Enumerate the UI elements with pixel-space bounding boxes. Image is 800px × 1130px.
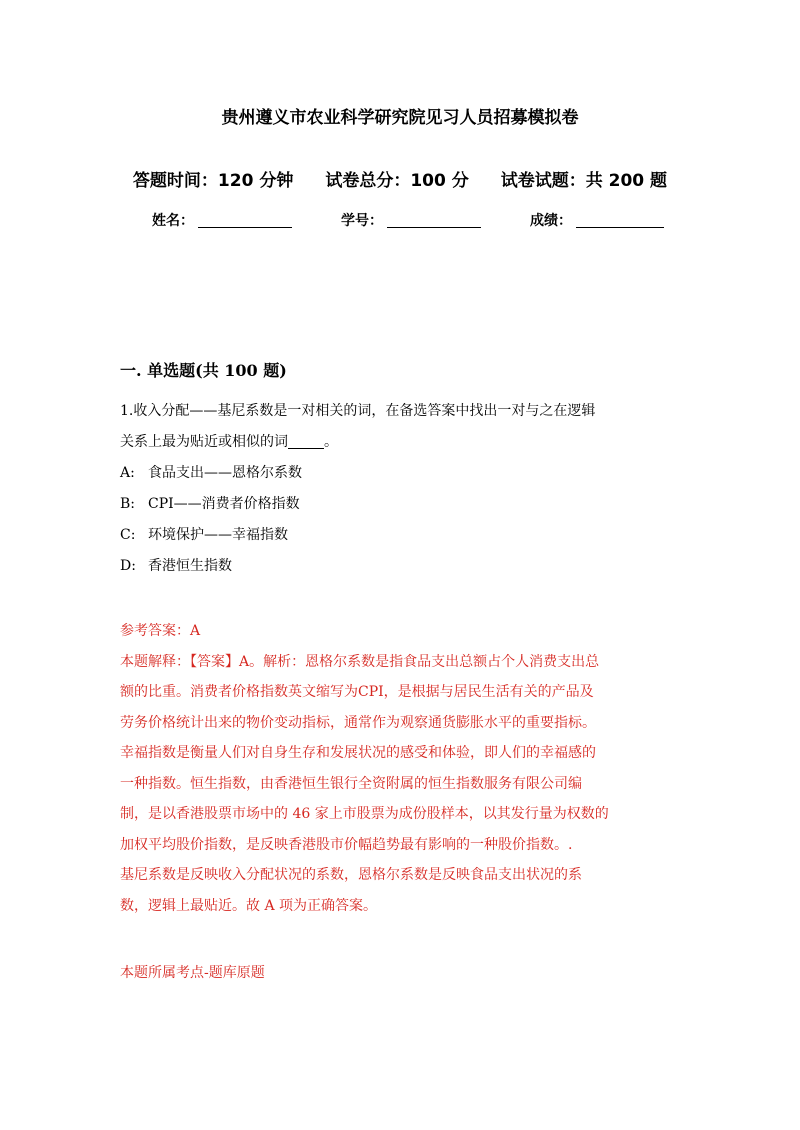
- answer-block: [120, 616, 685, 921]
- option-text: 食品支出——恩格尔系数: [148, 465, 302, 481]
- exam-total-score: 试卷总分：100 分: [325, 171, 469, 191]
- question-stem-text: 关系上最为贴近或相似的词: [120, 434, 288, 450]
- option-b[interactable]: [120, 489, 680, 520]
- explanation-line: 加权平均股价指数，是反映香港股市价幅趋势最有影响的一种股价指数。.: [120, 836, 573, 853]
- question-topic: 本题所属考点-题库原题: [120, 965, 265, 981]
- question-1: [120, 396, 680, 582]
- question-stem-end: 。: [324, 434, 338, 450]
- option-text: CPI——消费者价格指数: [148, 496, 300, 512]
- explanation-line: 基尼系数是反映收入分配状况的系数，恩格尔系数是反映食品支出状况的系: [120, 867, 582, 883]
- score-blank[interactable]: [576, 213, 664, 228]
- name-blank[interactable]: [198, 213, 292, 228]
- explanation-line: 制，是以香港股票市场中的 46 家上市股票为成份股样本，以其发行量为权数的: [120, 806, 609, 822]
- document-title: 贵州遵义市农业科学研究院见习人员招募模拟卷: [221, 108, 579, 128]
- student-id-field: [341, 210, 481, 230]
- option-letter: C:: [120, 527, 136, 543]
- exam-info: [0, 166, 800, 191]
- explanation-line: 本题解释：【答案】A。解析：恩格尔系数是指食品支出总额占个人消费支出总: [120, 653, 600, 670]
- answer-blank: [288, 434, 324, 449]
- question-stem-line-2: [120, 427, 680, 458]
- option-a[interactable]: [120, 458, 680, 489]
- option-letter: D:: [120, 558, 136, 574]
- option-d[interactable]: [120, 551, 680, 582]
- explanation-line: 额的比重。消费者价格指数英文缩写为CPI，是根据与居民生活有关的产品及: [120, 684, 594, 700]
- exam-question-count: 试卷试题：共 200 题: [500, 171, 668, 191]
- option-letter: B:: [120, 496, 136, 512]
- explanation-line: 一种指数。恒生指数，由香港恒生银行全资附属的恒生指数服务有限公司编: [120, 775, 582, 792]
- student-id-label: 学号：: [341, 213, 383, 229]
- option-c[interactable]: [120, 520, 680, 551]
- score-label: 成绩：: [530, 213, 572, 229]
- explanation-line: 数，逻辑上最贴近。故 A 项为正确答案。: [120, 897, 378, 914]
- exam-time: 答题时间：120 分钟: [132, 171, 294, 191]
- question-stem-line-1: 1.收入分配——基尼系数是一对相关的词，在备选答案中找出一对与之在逻辑: [120, 403, 596, 419]
- section-title: 一. 单选题(共 100 题): [120, 361, 287, 380]
- student-id-blank[interactable]: [387, 213, 481, 228]
- option-text: 香港恒生指数: [148, 558, 232, 574]
- option-letter: A:: [120, 465, 135, 481]
- name-field: [152, 210, 292, 230]
- option-text: 环境保护——幸福指数: [148, 527, 288, 543]
- name-label: 姓名：: [152, 213, 194, 229]
- explanation-line: 劳务价格统计出来的物价变动指标，通常作为观察通货膨胀水平的重要指标。: [120, 714, 596, 731]
- explanation-line: 幸福指数是衡量人们对自身生存和发展状况的感受和体验，即人们的幸福感的: [120, 745, 596, 761]
- reference-answer: 参考答案：A: [120, 623, 201, 639]
- score-field: [530, 210, 664, 230]
